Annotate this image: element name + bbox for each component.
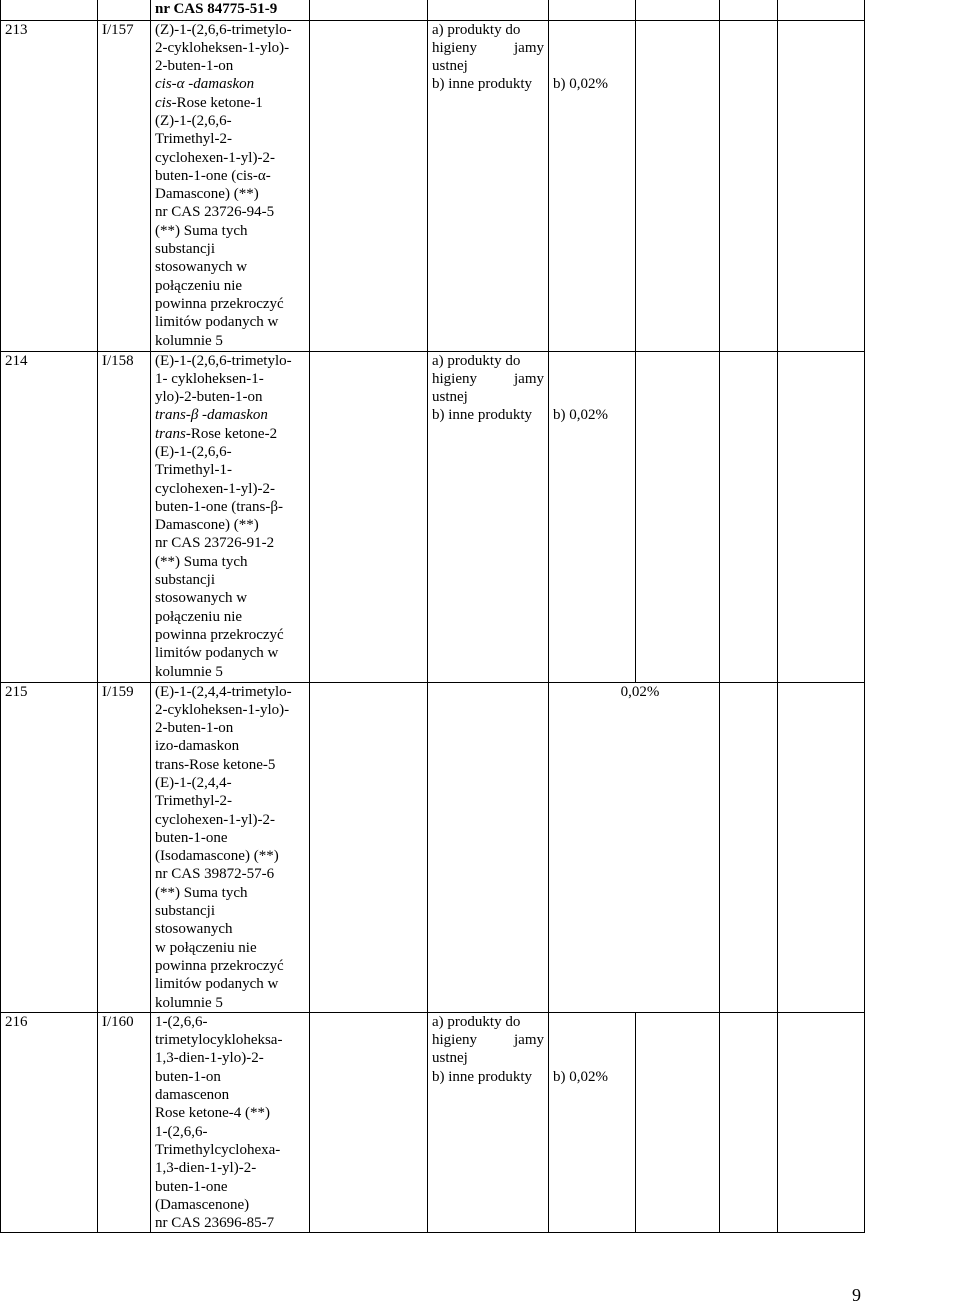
- cell-empty: [720, 351, 778, 682]
- continued-cas-number: nr CAS 84775-51-9: [151, 0, 310, 20]
- cell-empty: [310, 1012, 428, 1233]
- substance-name-line: nr CAS 23726-94-5: [155, 204, 275, 221]
- substance-name-line: buten-1-one (trans-β-: [155, 498, 283, 515]
- substance-name-line: (E)-1-(2,4,4-trimetylo-: [155, 683, 292, 700]
- substance-name-line: buten-1-one (cis-α-: [155, 167, 271, 184]
- cell-empty: [720, 20, 778, 351]
- substance-name-line: 2-buten-1-on: [155, 720, 234, 737]
- cell-empty: [778, 20, 865, 351]
- substance-name-line: nr CAS 23726-91-2: [155, 535, 275, 552]
- cell-empty: [310, 20, 428, 351]
- substance-name-line: trans-Rose ketone-5: [155, 756, 276, 773]
- cell-substance-name: [151, 682, 310, 1012]
- cell-reference: [98, 1012, 151, 1233]
- condition-line: b) inne produkty: [432, 407, 532, 424]
- substance-name-line: trans-β -damaskon: [155, 407, 268, 424]
- condition-line: ustnej: [432, 1050, 468, 1067]
- substance-name-line: (Z)-1-(2,6,6-: [155, 112, 232, 129]
- substance-name-line: (**) Suma tych: [155, 884, 248, 901]
- cell-reference: [98, 682, 151, 1012]
- condition-line: a) produkty do: [432, 1013, 521, 1030]
- substance-name-line: nr CAS 23696-85-7: [155, 1215, 275, 1232]
- cell-conditions: [428, 20, 549, 351]
- reference-number: I/157: [102, 21, 134, 38]
- cell-reference: [98, 351, 151, 682]
- substance-name-line: 2-cykloheksen-1-ylo)-: [155, 701, 290, 718]
- cell-substance-name: [151, 351, 310, 682]
- substance-name-line: cyclohexen-1-yl)-2-: [155, 149, 275, 166]
- substance-name-line: stosowanych w: [155, 590, 248, 607]
- substance-name-line: limitów podanych w: [155, 976, 279, 993]
- condition-line: ustnej: [432, 58, 468, 75]
- table-row: [1, 1012, 865, 1233]
- entry-number: 215: [5, 683, 28, 700]
- substance-name-line: Damascone) (**): [155, 186, 259, 203]
- cell-number: [1, 351, 98, 682]
- substance-name-line: limitów podanych w: [155, 645, 279, 662]
- substance-name-line: 2-cykloheksen-1-ylo)-: [155, 39, 290, 56]
- substance-name-line: (**) Suma tych: [155, 553, 248, 570]
- substance-name-line: kolumnie 5: [155, 663, 223, 680]
- substance-name-line: 1-(2,6,6-: [155, 1013, 208, 1030]
- substance-name-line: cyclohexen-1-yl)-2-: [155, 480, 275, 497]
- substance-name-line: (Isodamascone) (**): [155, 848, 279, 865]
- substance-name-line: powinna przekroczyć: [155, 295, 284, 312]
- substance-name-line: buten-1-on: [155, 1068, 221, 1085]
- cell-empty: [778, 351, 865, 682]
- substance-name-line: (Damascenone): [155, 1196, 250, 1213]
- substance-name-line: (Z)-1-(2,6,6-trimetylo-: [155, 21, 292, 38]
- substance-name-line: cyclohexen-1-yl)-2-: [155, 811, 275, 828]
- cell-limit: [549, 1012, 636, 1233]
- cell-substance-name: [151, 20, 310, 351]
- substance-name-line: ylo)-2-buten-1-on: [155, 389, 263, 406]
- cell-empty: [636, 1012, 720, 1233]
- substance-name-line: trimetylocykloheksa-: [155, 1032, 283, 1049]
- cell-number: [1, 20, 98, 351]
- substance-name-line: izo-damaskon: [155, 738, 240, 755]
- cell-reference: [98, 20, 151, 351]
- entry-number: 216: [5, 1013, 28, 1030]
- cell-conditions: [428, 682, 549, 1012]
- cell-conditions: [428, 1012, 549, 1233]
- reference-number: I/159: [102, 683, 134, 700]
- substance-name-line: buten-1-one: [155, 829, 228, 846]
- cell-number: [1, 682, 98, 1012]
- cell-conditions: [428, 351, 549, 682]
- cell-empty: [720, 682, 778, 1012]
- substance-name-line: nr CAS 39872-57-6: [155, 866, 275, 883]
- substance-name-line: stosowanych w: [155, 259, 248, 276]
- substance-name-line: kolumnie 5: [155, 994, 223, 1011]
- cell-empty: [720, 1012, 778, 1233]
- page-number: 9: [852, 1285, 861, 1305]
- condition-line: b) inne produkty: [432, 1068, 532, 1085]
- substance-name-line: kolumnie 5: [155, 332, 223, 349]
- reference-number: I/160: [102, 1013, 134, 1030]
- substance-name-line: (E)-1-(2,6,6-trimetylo-: [155, 352, 292, 369]
- substance-name-line: 1- cykloheksen-1-: [155, 370, 264, 387]
- substance-name-line: (**) Suma tych: [155, 222, 248, 239]
- substance-name-line: 1,3-dien-1-ylo)-2-: [155, 1050, 264, 1067]
- reference-number: I/158: [102, 352, 134, 369]
- cell-empty: [778, 1012, 865, 1233]
- condition-line: higieny jamy: [432, 1032, 544, 1049]
- substance-name-line: cis-α -damaskon: [155, 76, 255, 93]
- substance-name-line: stosowanych: [155, 921, 233, 938]
- substance-name-line: cis-Rose ketone-1: [155, 94, 263, 111]
- substance-name-line: połączeniu nie: [155, 277, 243, 294]
- entry-number: 214: [5, 352, 28, 369]
- cell-substance-name: [151, 1012, 310, 1233]
- substance-name-line: 1-(2,6,6-: [155, 1123, 208, 1140]
- cell-limit: [549, 351, 636, 682]
- cell-limit: [549, 20, 636, 351]
- concentration-limit: b) 0,02%: [553, 1068, 608, 1085]
- substance-name-line: (E)-1-(2,4,4-: [155, 774, 232, 791]
- table-row-continuation: [1, 0, 865, 20]
- substance-name-line: powinna przekroczyć: [155, 957, 284, 974]
- substance-name-line: substancji: [155, 903, 215, 920]
- concentration-limit: 0,02%: [620, 683, 660, 700]
- substance-name-line: Trimethyl-2-: [155, 793, 232, 810]
- substance-name-line: limitów podanych w: [155, 314, 279, 331]
- cell-empty: [778, 682, 865, 1012]
- condition-line: ustnej: [432, 389, 468, 406]
- substance-name-line: 2-buten-1-on: [155, 58, 234, 75]
- cell-empty: [310, 351, 428, 682]
- substance-name-line: buten-1-one: [155, 1178, 228, 1195]
- substance-name-line: w połączeniu nie: [155, 939, 257, 956]
- substance-name-line: damascenon: [155, 1087, 230, 1104]
- cell-limit: [549, 682, 720, 1012]
- concentration-limit: b) 0,02%: [553, 76, 608, 93]
- table-row: [1, 351, 865, 682]
- cell-empty: [636, 20, 720, 351]
- condition-line: higieny jamy: [432, 39, 544, 56]
- substance-name-line: połączeniu nie: [155, 608, 243, 625]
- substance-name-line: 1,3-dien-1-yl)-2-: [155, 1160, 257, 1177]
- table-row: [1, 682, 865, 1012]
- substance-name-line: Trimethylcyclohexa-: [155, 1141, 281, 1158]
- substance-name-line: (E)-1-(2,6,6-: [155, 443, 232, 460]
- substance-name-line: Rose ketone-4 (**): [155, 1105, 270, 1122]
- substance-name-line: Damascone) (**): [155, 517, 259, 534]
- table-row: [1, 20, 865, 351]
- entry-number: 213: [5, 21, 28, 38]
- substance-name-line: substancji: [155, 572, 215, 589]
- concentration-limit: b) 0,02%: [553, 407, 608, 424]
- substance-name-line: Trimethyl-1-: [155, 462, 232, 479]
- substance-name-line: powinna przekroczyć: [155, 626, 284, 643]
- substance-name-line: substancji: [155, 241, 215, 258]
- condition-line: b) inne produkty: [432, 76, 532, 93]
- cell-empty: [310, 682, 428, 1012]
- substance-name-line: trans-Rose ketone-2: [155, 425, 278, 442]
- substance-rows: [1, 20, 865, 1233]
- cell-number: [1, 1012, 98, 1233]
- cell-empty: [636, 351, 720, 682]
- condition-line: higieny jamy: [432, 370, 544, 387]
- condition-line: a) produkty do: [432, 21, 521, 38]
- substance-name-line: Trimethyl-2-: [155, 131, 232, 148]
- condition-line: a) produkty do: [432, 352, 521, 369]
